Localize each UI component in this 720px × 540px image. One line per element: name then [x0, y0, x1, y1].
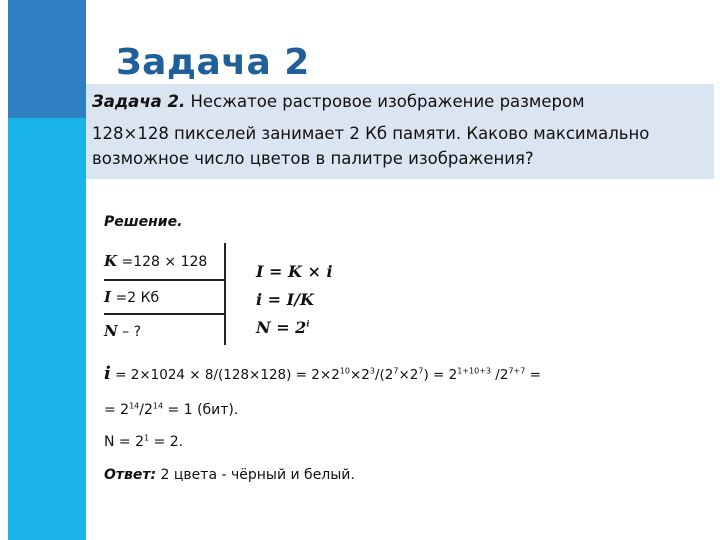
- given-n-value: – ?: [117, 324, 142, 340]
- calc-line-1: [104, 363, 541, 384]
- task-line-1: [92, 92, 585, 111]
- formula-3: [256, 318, 309, 337]
- given-divider-1: [104, 279, 224, 281]
- given-k-value: =128 × 128: [117, 254, 208, 270]
- calc-1c: /(2: [374, 367, 394, 383]
- calc-1-exp2: 3: [369, 366, 375, 376]
- given-divider-2: [104, 313, 224, 315]
- calc-line-3: [104, 434, 183, 450]
- answer-label: Ответ:: [104, 467, 157, 483]
- calc-1d: ×2: [398, 367, 419, 383]
- given-vertical-divider: [224, 243, 226, 345]
- calc-1-exp5: 1+10+3: [457, 366, 491, 376]
- calc-2-exp1: 14: [129, 401, 140, 411]
- calc-2c: = 1 (бит).: [163, 402, 239, 418]
- calc-3a: N = 2: [104, 434, 145, 450]
- calc-3b: = 2.: [149, 434, 184, 450]
- given-i-symbol: I: [104, 288, 112, 306]
- task-label: Задача 2.: [92, 92, 186, 111]
- task-text-1: Несжатое растровое изображение размером: [185, 92, 585, 111]
- sidebar-dark-stripe: [0, 0, 86, 118]
- calc-i-symbol: i: [104, 363, 111, 384]
- calc-1-exp6: 7+7: [508, 366, 526, 376]
- calc-1f: /2: [491, 367, 509, 383]
- calc-1a: = 2×1024 × 8/(128×128) = 2×2: [110, 367, 340, 383]
- formula-3-base: N = 2: [256, 318, 307, 337]
- task-line-2: 128×128 пикселей занимает 2 Кб памяти. Каково максимально: [92, 124, 650, 143]
- given-k-symbol: K: [104, 252, 118, 270]
- given-n: [104, 322, 141, 340]
- task-line-3: возможное число цветов в палитре изображения?: [92, 149, 534, 168]
- calc-1b: ×2: [349, 367, 370, 383]
- given-k: [104, 252, 207, 270]
- given-n-symbol: N: [104, 322, 118, 340]
- calc-2a: = 2: [104, 402, 130, 418]
- calc-1g: =: [525, 367, 541, 383]
- slide-title: Задача 2: [116, 42, 310, 83]
- formula-1: I = K × i: [256, 262, 333, 281]
- sidebar-light-stripe: [0, 118, 86, 540]
- calc-1-exp3: 7: [393, 366, 399, 376]
- sidebar-edge: [0, 0, 8, 540]
- task-statement-box: [86, 84, 714, 179]
- solution-heading: Решение.: [104, 214, 183, 230]
- given-i: [104, 288, 159, 306]
- calc-line-2: [104, 402, 238, 418]
- answer-line: [104, 467, 355, 483]
- calc-2b: /2: [139, 402, 153, 418]
- calc-3-exp1: 1: [144, 433, 150, 443]
- formula-3-exponent: i: [306, 318, 310, 329]
- given-i-value: =2 Кб: [111, 290, 160, 306]
- calc-1-exp4: 7: [418, 366, 424, 376]
- answer-text: 2 цвета - чёрный и белый.: [156, 467, 355, 483]
- calc-1e: ) = 2: [423, 367, 458, 383]
- formula-2: i = I/K: [256, 290, 314, 309]
- calc-2-exp2: 14: [152, 401, 164, 411]
- calc-1-exp1: 10: [339, 366, 350, 376]
